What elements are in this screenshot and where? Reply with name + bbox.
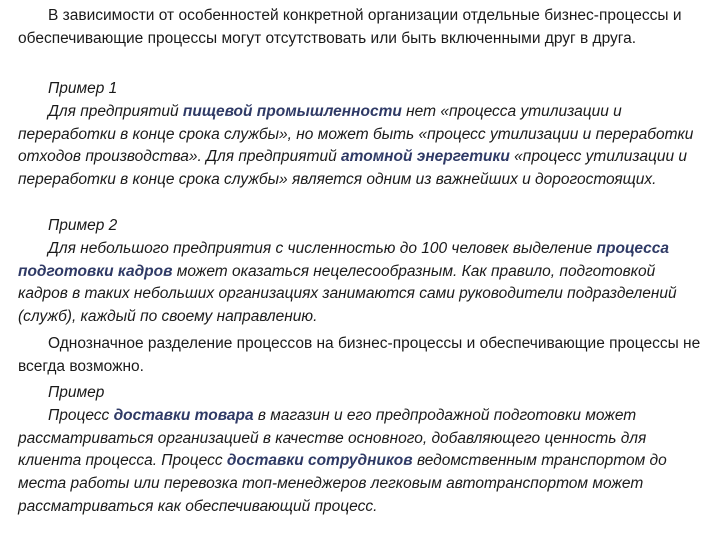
example-3-text-1: Процесс	[48, 406, 114, 424]
example-2-block	[18, 215, 708, 329]
example-2-text-1: Для небольшого предприятия с численностью до 100 человек выделение	[48, 239, 597, 257]
statement-text: Однозначное разделение процессов на бизнес-процессы и обеспечивающие процессы не всегда возможно.	[18, 335, 701, 375]
example-1-highlight-1: пищевой промышленности	[182, 102, 402, 120]
example-3-highlight-1: доставки товара	[113, 406, 254, 424]
statement-paragraph	[18, 333, 708, 379]
example-1-text-3: «процесс утилизации и переработки в конце срока службы» является одним из важнейших и дорогостоящих.	[18, 148, 687, 189]
example-1-block	[18, 78, 708, 192]
example-3-text-2: в магазин и его предпродажной подготовки может рассматриваться организацией в качестве основного, добавляющего ценность для клиента процесса. Процесс	[18, 406, 647, 470]
example-3-block	[18, 382, 708, 519]
example-1-text-1: Для предприятий	[48, 102, 183, 120]
example-1-text-2: нет «процесса утилизации и переработки в конце срока службы», но может быть «процесс утилизации и переработки отходов производства». Для предприятий	[18, 102, 694, 166]
intro-text: В зависимости от особенностей конкретной организации отдельные бизнес-процессы и обеспечивающие процессы могут отсутствовать или быть включенными друг в друга.	[18, 7, 682, 47]
example-3-title: Пример	[48, 384, 105, 401]
example-2-highlight-1: процесса подготовки кадров	[18, 239, 670, 280]
example-2-title: Пример 2	[48, 217, 118, 234]
example-3-highlight-2: доставки сотрудников	[226, 452, 413, 470]
example-2-text-2: может оказаться нецелесообразным. Как правило, подготовкой кадров в таких небольших организациях занимаются сами руководители подразделений (служб), каждый по своему направлению.	[18, 262, 677, 326]
example-1-title: Пример 1	[48, 80, 118, 97]
example-1-highlight-2: атомной энергетики	[341, 148, 510, 166]
example-3-text-3: ведомственным транспортом до места работы или перевозка топ-менеджеров легковым автотранспортом может рассматриваться как обеспечивающий процесс.	[18, 452, 667, 515]
intro-paragraph	[18, 5, 708, 51]
